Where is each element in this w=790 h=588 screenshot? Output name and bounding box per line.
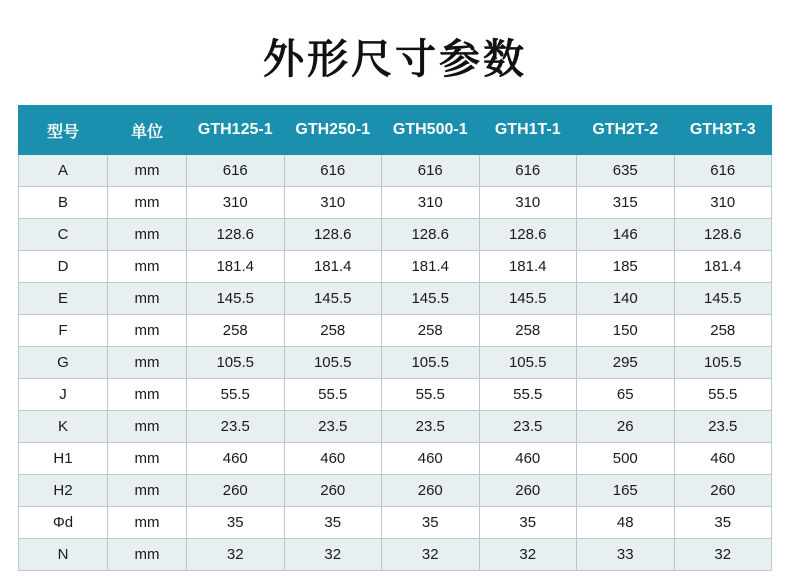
cell-value: 460 bbox=[187, 443, 285, 475]
column-header-model: 型号 bbox=[19, 106, 108, 155]
dimension-table bbox=[18, 105, 772, 571]
cell-value: 32 bbox=[674, 539, 772, 571]
row-label: Φd bbox=[19, 507, 108, 539]
table-row bbox=[19, 187, 772, 219]
row-label: C bbox=[19, 219, 108, 251]
table-row bbox=[19, 507, 772, 539]
row-unit: mm bbox=[108, 411, 187, 443]
table-row bbox=[19, 475, 772, 507]
row-label: A bbox=[19, 155, 108, 187]
cell-value: 128.6 bbox=[674, 219, 772, 251]
cell-value: 35 bbox=[284, 507, 382, 539]
cell-value: 145.5 bbox=[382, 283, 480, 315]
row-label: H1 bbox=[19, 443, 108, 475]
table-body bbox=[19, 155, 772, 571]
cell-value: 105.5 bbox=[674, 347, 772, 379]
column-header-gth2t-2: GTH2T-2 bbox=[577, 106, 675, 155]
cell-value: 140 bbox=[577, 283, 675, 315]
cell-value: 616 bbox=[674, 155, 772, 187]
cell-value: 616 bbox=[187, 155, 285, 187]
cell-value: 105.5 bbox=[284, 347, 382, 379]
cell-value: 460 bbox=[284, 443, 382, 475]
column-header-unit: 单位 bbox=[108, 106, 187, 155]
row-label: N bbox=[19, 539, 108, 571]
cell-value: 145.5 bbox=[284, 283, 382, 315]
row-unit: mm bbox=[108, 219, 187, 251]
table-row bbox=[19, 443, 772, 475]
cell-value: 23.5 bbox=[674, 411, 772, 443]
cell-value: 460 bbox=[382, 443, 480, 475]
row-unit: mm bbox=[108, 443, 187, 475]
cell-value: 128.6 bbox=[187, 219, 285, 251]
cell-value: 181.4 bbox=[382, 251, 480, 283]
cell-value: 258 bbox=[187, 315, 285, 347]
cell-value: 145.5 bbox=[674, 283, 772, 315]
column-header-gth500-1: GTH500-1 bbox=[382, 106, 480, 155]
cell-value: 23.5 bbox=[479, 411, 577, 443]
table-row bbox=[19, 219, 772, 251]
cell-value: 55.5 bbox=[382, 379, 480, 411]
row-label: H2 bbox=[19, 475, 108, 507]
cell-value: 616 bbox=[382, 155, 480, 187]
cell-value: 260 bbox=[674, 475, 772, 507]
cell-value: 460 bbox=[674, 443, 772, 475]
row-label: K bbox=[19, 411, 108, 443]
table-row bbox=[19, 539, 772, 571]
page-title: 外形尺寸参数 bbox=[263, 35, 527, 83]
row-unit: mm bbox=[108, 475, 187, 507]
row-label: F bbox=[19, 315, 108, 347]
cell-value: 260 bbox=[479, 475, 577, 507]
row-label: E bbox=[19, 283, 108, 315]
cell-value: 500 bbox=[577, 443, 675, 475]
cell-value: 185 bbox=[577, 251, 675, 283]
cell-value: 310 bbox=[284, 187, 382, 219]
cell-value: 260 bbox=[284, 475, 382, 507]
cell-value: 260 bbox=[187, 475, 285, 507]
cell-value: 145.5 bbox=[187, 283, 285, 315]
row-label: B bbox=[19, 187, 108, 219]
table-row bbox=[19, 155, 772, 187]
cell-value: 32 bbox=[382, 539, 480, 571]
cell-value: 165 bbox=[577, 475, 675, 507]
cell-value: 145.5 bbox=[479, 283, 577, 315]
cell-value: 23.5 bbox=[382, 411, 480, 443]
row-unit: mm bbox=[108, 251, 187, 283]
cell-value: 295 bbox=[577, 347, 675, 379]
cell-value: 32 bbox=[187, 539, 285, 571]
cell-value: 55.5 bbox=[187, 379, 285, 411]
cell-value: 635 bbox=[577, 155, 675, 187]
cell-value: 23.5 bbox=[187, 411, 285, 443]
column-header-gth125-1: GTH125-1 bbox=[187, 106, 285, 155]
cell-value: 181.4 bbox=[479, 251, 577, 283]
cell-value: 616 bbox=[479, 155, 577, 187]
cell-value: 33 bbox=[577, 539, 675, 571]
cell-value: 310 bbox=[187, 187, 285, 219]
table-row bbox=[19, 251, 772, 283]
row-label: D bbox=[19, 251, 108, 283]
row-unit: mm bbox=[108, 315, 187, 347]
column-header-gth3t-3: GTH3T-3 bbox=[674, 106, 772, 155]
row-unit: mm bbox=[108, 283, 187, 315]
cell-value: 35 bbox=[187, 507, 285, 539]
cell-value: 310 bbox=[674, 187, 772, 219]
cell-value: 150 bbox=[577, 315, 675, 347]
cell-value: 35 bbox=[479, 507, 577, 539]
row-unit: mm bbox=[108, 347, 187, 379]
cell-value: 258 bbox=[674, 315, 772, 347]
cell-value: 128.6 bbox=[284, 219, 382, 251]
cell-value: 32 bbox=[479, 539, 577, 571]
cell-value: 181.4 bbox=[674, 251, 772, 283]
cell-value: 55.5 bbox=[284, 379, 382, 411]
cell-value: 258 bbox=[284, 315, 382, 347]
row-unit: mm bbox=[108, 187, 187, 219]
cell-value: 310 bbox=[479, 187, 577, 219]
cell-value: 23.5 bbox=[284, 411, 382, 443]
cell-value: 105.5 bbox=[187, 347, 285, 379]
cell-value: 181.4 bbox=[187, 251, 285, 283]
table-header-row bbox=[19, 106, 772, 155]
cell-value: 260 bbox=[382, 475, 480, 507]
row-unit: mm bbox=[108, 539, 187, 571]
cell-value: 55.5 bbox=[674, 379, 772, 411]
table-container bbox=[0, 105, 790, 571]
row-label: J bbox=[19, 379, 108, 411]
cell-value: 48 bbox=[577, 507, 675, 539]
cell-value: 128.6 bbox=[479, 219, 577, 251]
cell-value: 105.5 bbox=[479, 347, 577, 379]
table-row bbox=[19, 315, 772, 347]
cell-value: 128.6 bbox=[382, 219, 480, 251]
cell-value: 258 bbox=[479, 315, 577, 347]
cell-value: 32 bbox=[284, 539, 382, 571]
cell-value: 460 bbox=[479, 443, 577, 475]
cell-value: 181.4 bbox=[284, 251, 382, 283]
table-row bbox=[19, 347, 772, 379]
row-unit: mm bbox=[108, 379, 187, 411]
row-label: G bbox=[19, 347, 108, 379]
cell-value: 105.5 bbox=[382, 347, 480, 379]
cell-value: 65 bbox=[577, 379, 675, 411]
row-unit: mm bbox=[108, 155, 187, 187]
cell-value: 26 bbox=[577, 411, 675, 443]
row-unit: mm bbox=[108, 507, 187, 539]
column-header-gth250-1: GTH250-1 bbox=[284, 106, 382, 155]
cell-value: 146 bbox=[577, 219, 675, 251]
cell-value: 616 bbox=[284, 155, 382, 187]
cell-value: 258 bbox=[382, 315, 480, 347]
cell-value: 55.5 bbox=[479, 379, 577, 411]
table-header bbox=[19, 106, 772, 155]
cell-value: 35 bbox=[674, 507, 772, 539]
cell-value: 315 bbox=[577, 187, 675, 219]
column-header-gth1t-1: GTH1T-1 bbox=[479, 106, 577, 155]
table-row bbox=[19, 283, 772, 315]
table-row bbox=[19, 379, 772, 411]
table-row bbox=[19, 411, 772, 443]
cell-value: 35 bbox=[382, 507, 480, 539]
cell-value: 310 bbox=[382, 187, 480, 219]
